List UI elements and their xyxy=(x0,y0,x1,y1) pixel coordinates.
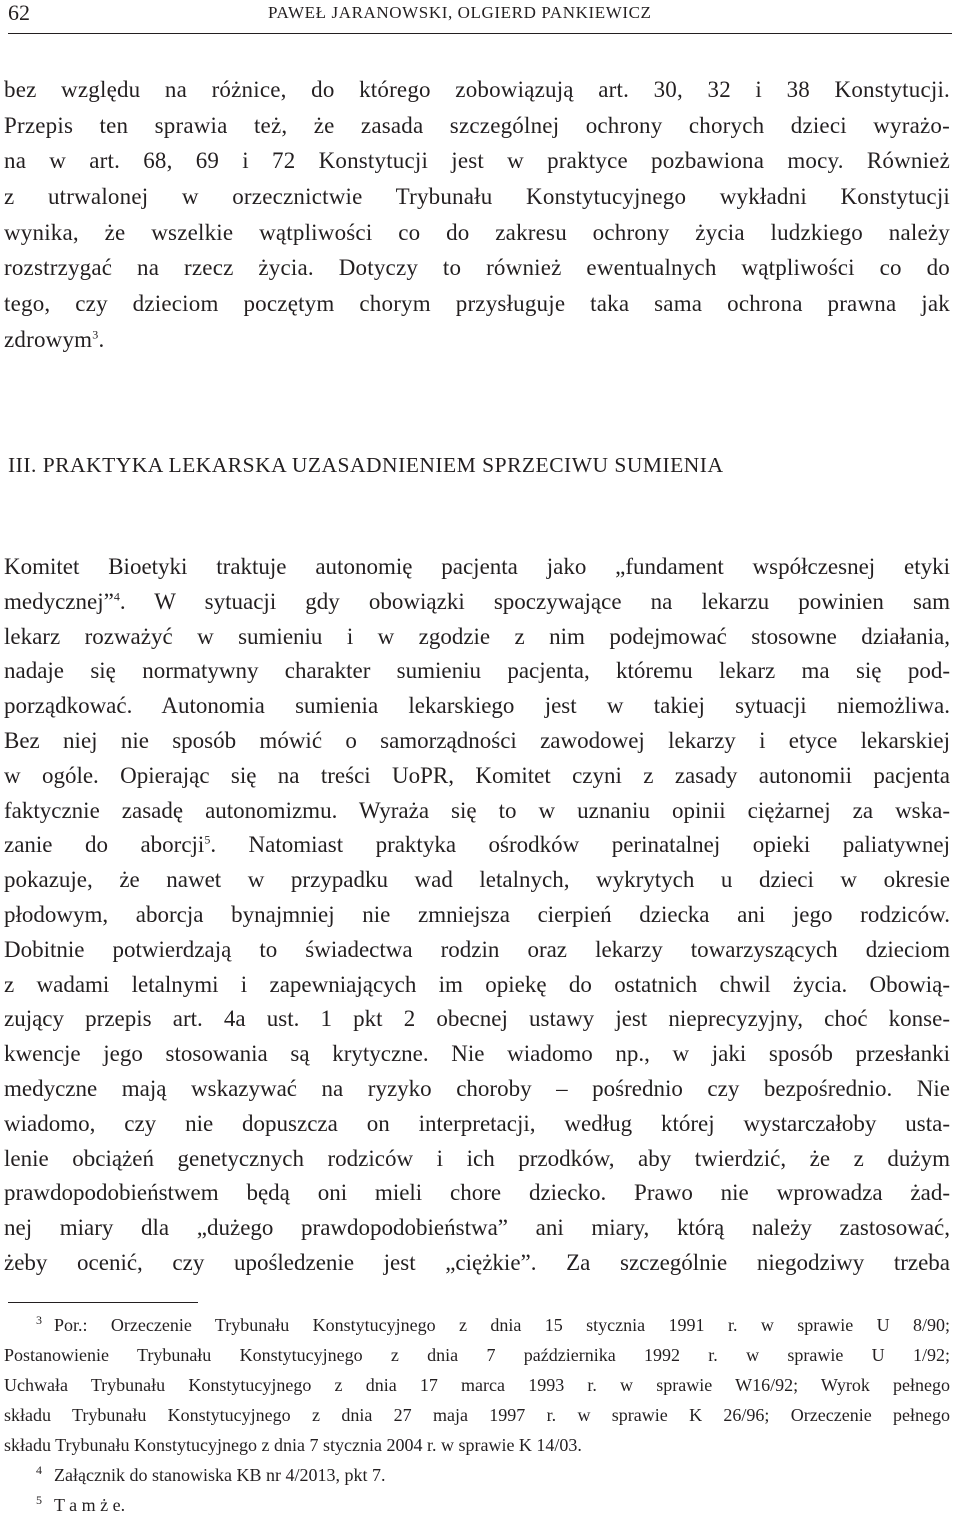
text-line: z wadami letalnymi i zapewniających im opiekę do ostatnich chwil życia. Obowią- xyxy=(4,971,950,997)
footnote-5 xyxy=(4,1490,950,1520)
footnote-ref-4[interactable]: 4 xyxy=(113,589,120,604)
running-title: PAWEŁ JARANOWSKI, OLGIERD PANKIEWICZ xyxy=(268,3,652,22)
text-line: rozstrzygać na rzecz życia. Dotyczy to również ewentualnych wątpliwości co do xyxy=(4,255,950,281)
footnote-ref-3[interactable]: 3 xyxy=(92,327,99,342)
footnotes xyxy=(4,1310,950,1520)
footnote-3-line: Uchwała Trybunału Konstytucyjnego z dnia 17 marca 1993 r. w sprawie W16/92; Wyrok pełnego xyxy=(4,1375,950,1395)
section-heading: III. PRAKTYKA LEKARSKA UZASADNIENIEM SPRZECIWU SUMIENIA xyxy=(8,453,724,477)
footnote-3-line xyxy=(4,1310,950,1340)
text-line: wynika, że wszelkie wątpliwości co do zakresu ochrony życia ludzkiego należy xyxy=(4,219,950,245)
text-line: płodowym, aborcja bynajmniej nie zmniejsza cierpień dziecka ani jego rodziców. xyxy=(4,901,950,927)
text-line: prawdopodobieństwem będą oni mieli chore dziecko. Prawo nie wprowadza żad- xyxy=(4,1180,950,1206)
page-header xyxy=(8,0,952,30)
text-line: kwencje jego stosowania są krytyczne. Nie wiadomo np., w jaki sposób przesłanki xyxy=(4,1041,950,1067)
text-line: pokazuje, że nawet w przypadku wad letalnych, wykrytych u dzieci w okresie xyxy=(4,867,950,893)
page-number: 62 xyxy=(8,0,30,25)
text-line: tego, czy dzieciom poczętym chorym przysługuje taka sama ochrona prawna jak xyxy=(4,291,950,317)
footnote-number: 4 xyxy=(36,1463,42,1477)
text-line: lekarz rozważyć w sumieniu i w zgodzie z nim podejmować stosowne działania, xyxy=(4,623,950,649)
footnote-3-line: składu Trybunału Konstytucyjnego z dnia 7 stycznia 2004 r. w sprawie K 14/03. xyxy=(4,1435,582,1455)
text-line: wiadomo, czy nie dopuszcza on interpretacji, według której wystarczałoby usta- xyxy=(4,1110,950,1136)
footnote-number: 5 xyxy=(36,1493,42,1507)
footnote-3-line: Postanowienie Trybunału Konstytucyjnego z dnia 7 października 1992 r. w sprawie U 1/92; xyxy=(4,1345,950,1365)
footnote-separator xyxy=(8,1302,198,1303)
footnote-number: 3 xyxy=(36,1313,42,1327)
text-line: porządkować. Autonomia sumienia lekarskiego jest w takiej sytuacji niemożliwa. xyxy=(4,693,950,719)
text-line: medyczne mają wskazywać na ryzyko choroby – pośrednio czy bezpośrednio. Nie xyxy=(4,1075,950,1101)
text-line: faktycznie zasadę autonomizmu. Wyraża się to w uznaniu opinii ciężarnej za wska- xyxy=(4,797,950,823)
text-fragment: zanie do aborcji xyxy=(4,832,205,858)
text-line: bez względu na różnice, do którego zobowiązują art. 30, 32 i 38 Konstytucji. xyxy=(4,77,950,102)
text-line: nadaje się normatywny charakter sumieniu pacjenta, któremu lekarz ma się pod- xyxy=(4,658,950,684)
text-fragment: T a m ż e. xyxy=(54,1495,126,1515)
text-line: żeby ocenić, czy upośledzenie jest „ciężkie”. Za szczególnie niegodziwy trzeba xyxy=(4,1249,950,1275)
text-line xyxy=(4,585,950,620)
text-fragment: medycznej” xyxy=(4,588,114,614)
text-line xyxy=(4,828,950,863)
text-line: Bez niej nie sposób mówić o samorządności zawodowej lekarzy i etyce lekarskiej xyxy=(4,727,950,753)
text-fragment: . Natomiast praktyka ośrodków perinatalnej opieki paliatywnej xyxy=(210,832,950,858)
paragraph-2 xyxy=(4,550,950,1281)
text-line: w ogóle. Opierając się na treści UoPR, Komitet czyni z zasady autonomii pacjenta xyxy=(4,762,950,788)
text-line-last xyxy=(4,322,950,358)
text-line: zujący przepis art. 4a ust. 1 pkt 2 obecnej ustawy jest nieprecyzyjny, choć konse- xyxy=(4,1006,950,1032)
text-fragment: zdrowym xyxy=(4,326,93,352)
text-line: lenie obciążeń genetycznych rodziców i ich przodków, aby twierdzić, że z dużym xyxy=(4,1145,950,1171)
text-fragment: Por.: Orzeczenie Trybunału Konstytucyjnego z dnia 15 stycznia 1991 r. w sprawie U 8/90; xyxy=(54,1315,950,1335)
footnote-3-line: składu Trybunału Konstytucyjnego z dnia 27 maja 1997 r. w sprawie K 26/96; Orzeczenie pełnego xyxy=(4,1405,950,1425)
text-line: Dobitnie potwierdzają to świadectwa rodzin oraz lekarzy towarzyszących dzieciom xyxy=(4,936,950,962)
header-rule xyxy=(8,33,952,34)
paragraph-1 xyxy=(4,72,950,358)
text-fragment: . W sytuacji gdy obowiązki spoczywające na lekarzu powinien sam xyxy=(119,588,950,614)
text-line: Przepis ten sprawia też, że zasada szczególnej ochrony chorych dzieci wyrażo- xyxy=(4,112,950,138)
text-line: Komitet Bioetyki traktuje autonomię pacjenta jako „fundament współczesnej etyki xyxy=(4,554,950,579)
footnote-4 xyxy=(4,1460,950,1490)
footnote-ref-5[interactable]: 5 xyxy=(204,832,211,847)
text-fragment: Załącznik do stanowiska KB nr 4/2013, pkt 7. xyxy=(54,1465,386,1485)
text-line: nej miary dla „dużego prawdopodobieństwa” ani miary, którą należy zastosować, xyxy=(4,1215,950,1241)
text-line: na w art. 68, 69 i 72 Konstytucji jest w praktyce pozbawiona mocy. Również xyxy=(4,148,950,174)
text-fragment: . xyxy=(98,326,105,352)
text-line: z utrwalonej w orzecznictwie Trybunału Konstytucyjnego wykładni Konstytucji xyxy=(4,184,950,210)
